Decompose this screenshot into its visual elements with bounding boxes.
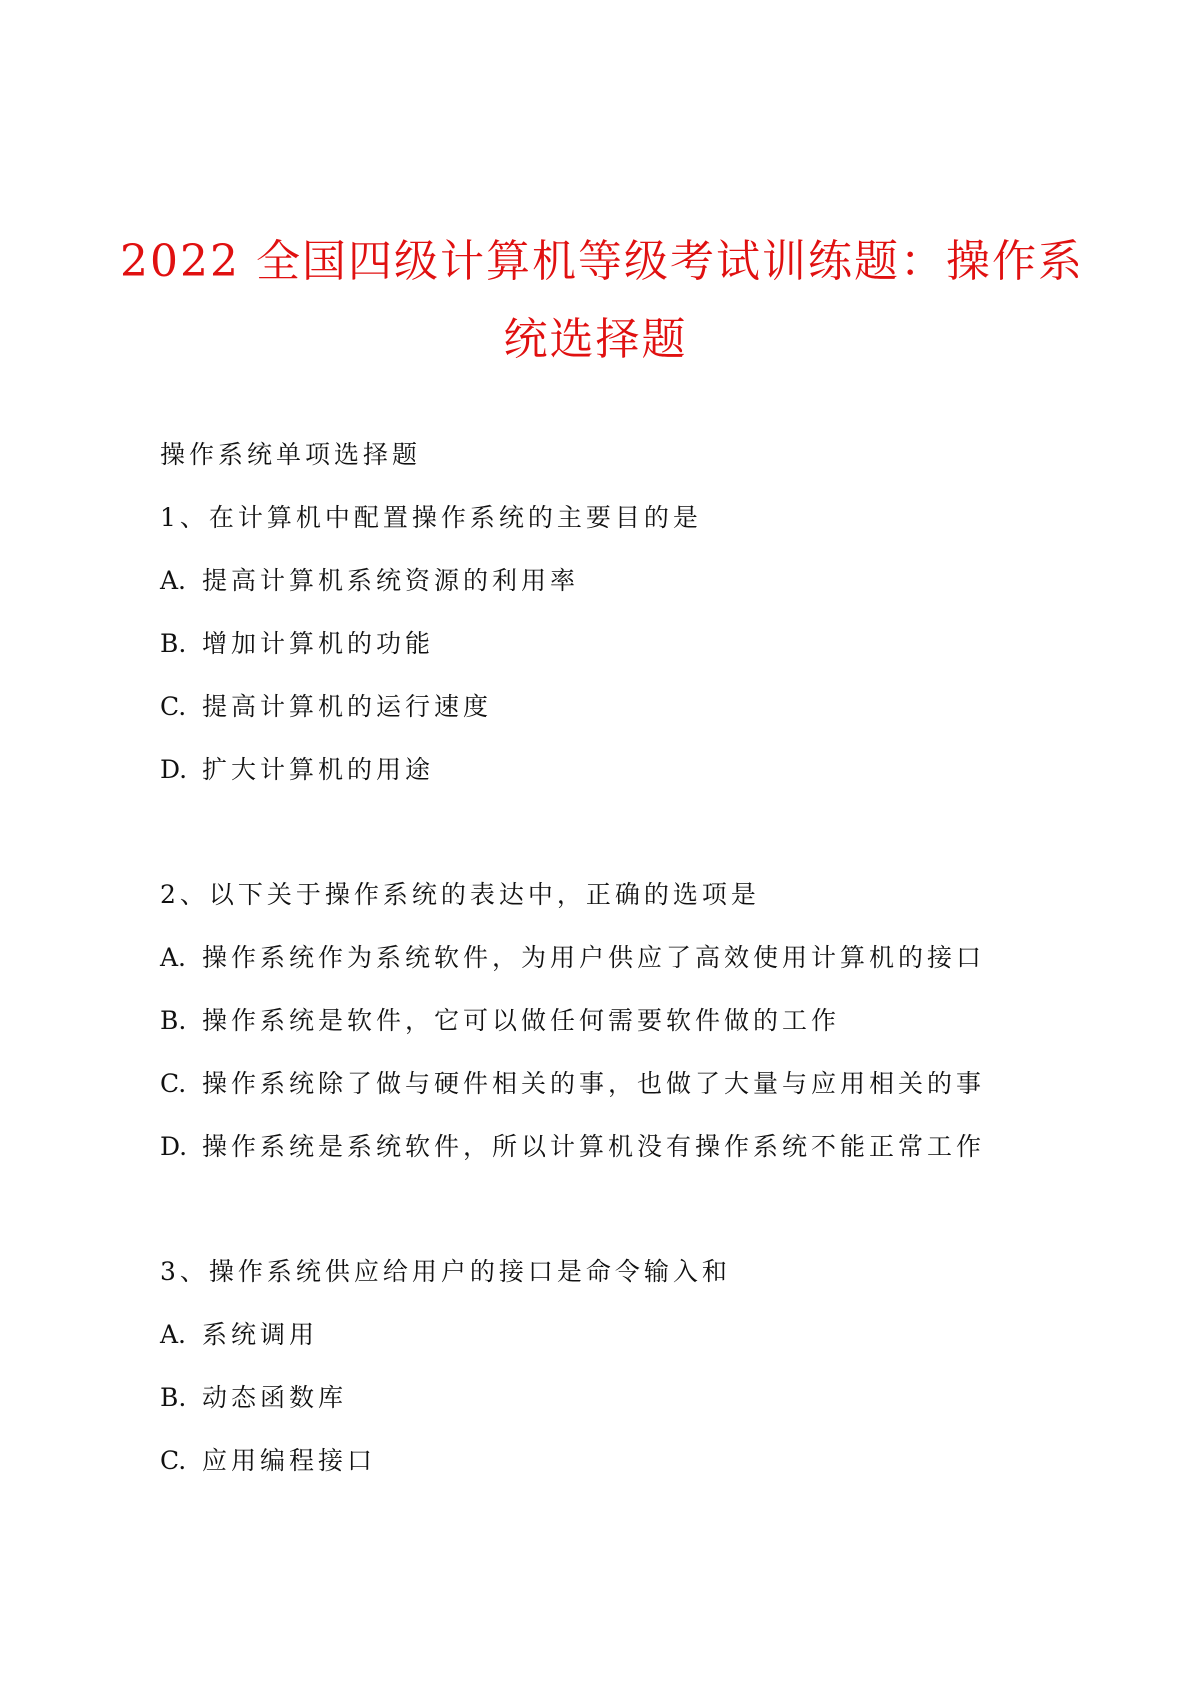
option-text: 操作系统作为系统软件，为用户供应了高效使用计算机的接口 — [202, 943, 986, 972]
option-text: 增加计算机的功能 — [202, 629, 435, 658]
option-letter: C. — [160, 1069, 187, 1098]
option-letter: A. — [160, 1320, 187, 1349]
option-text: 操作系统是系统软件，所以计算机没有操作系统不能正常工作 — [202, 1132, 986, 1161]
question-1-option-a — [160, 568, 579, 593]
question-2-option-d — [160, 1134, 985, 1159]
option-text: 扩大计算机的用途 — [202, 755, 435, 784]
option-letter: C. — [160, 1446, 187, 1475]
option-letter: D. — [160, 1132, 188, 1161]
section-heading: 操作系统单项选择题 — [160, 440, 422, 469]
question-2-stem: 2、以下关于操作系统的表达中，正确的选项是 — [160, 880, 760, 909]
question-3-stem: 3、操作系统供应给用户的接口是命令输入和 — [160, 1257, 731, 1286]
question-1-option-b — [160, 631, 434, 656]
option-letter: B. — [160, 629, 187, 658]
question-1-option-c — [160, 694, 492, 719]
question-3-option-a — [160, 1322, 318, 1347]
option-letter: C. — [160, 692, 187, 721]
option-letter: B. — [160, 1006, 187, 1035]
option-letter: A. — [160, 943, 187, 972]
question-2-option-c — [160, 1071, 985, 1096]
question-2-option-a — [160, 945, 985, 970]
question-3-option-c — [160, 1448, 376, 1473]
title-line-2: 统选择题 — [503, 314, 688, 365]
question-2-option-b — [160, 1008, 840, 1033]
title-line-1: 2022 全国四级计算机等级考试训练题：操作系 — [120, 236, 1084, 287]
question-3-option-b — [160, 1385, 347, 1410]
option-letter: B. — [160, 1383, 187, 1412]
option-text: 动态函数库 — [202, 1383, 348, 1412]
option-text: 提高计算机系统资源的利用率 — [202, 566, 580, 595]
option-letter: A. — [160, 566, 187, 595]
option-text: 提高计算机的运行速度 — [202, 692, 493, 721]
option-text: 应用编程接口 — [202, 1446, 377, 1475]
question-1-option-d — [160, 757, 434, 782]
option-text: 操作系统是软件，它可以做任何需要软件做的工作 — [202, 1006, 841, 1035]
question-1-stem: 1、在计算机中配置操作系统的主要目的是 — [160, 503, 702, 532]
option-text: 系统调用 — [202, 1320, 319, 1349]
option-letter: D. — [160, 755, 188, 784]
option-text: 操作系统除了做与硬件相关的事，也做了大量与应用相关的事 — [202, 1069, 986, 1098]
